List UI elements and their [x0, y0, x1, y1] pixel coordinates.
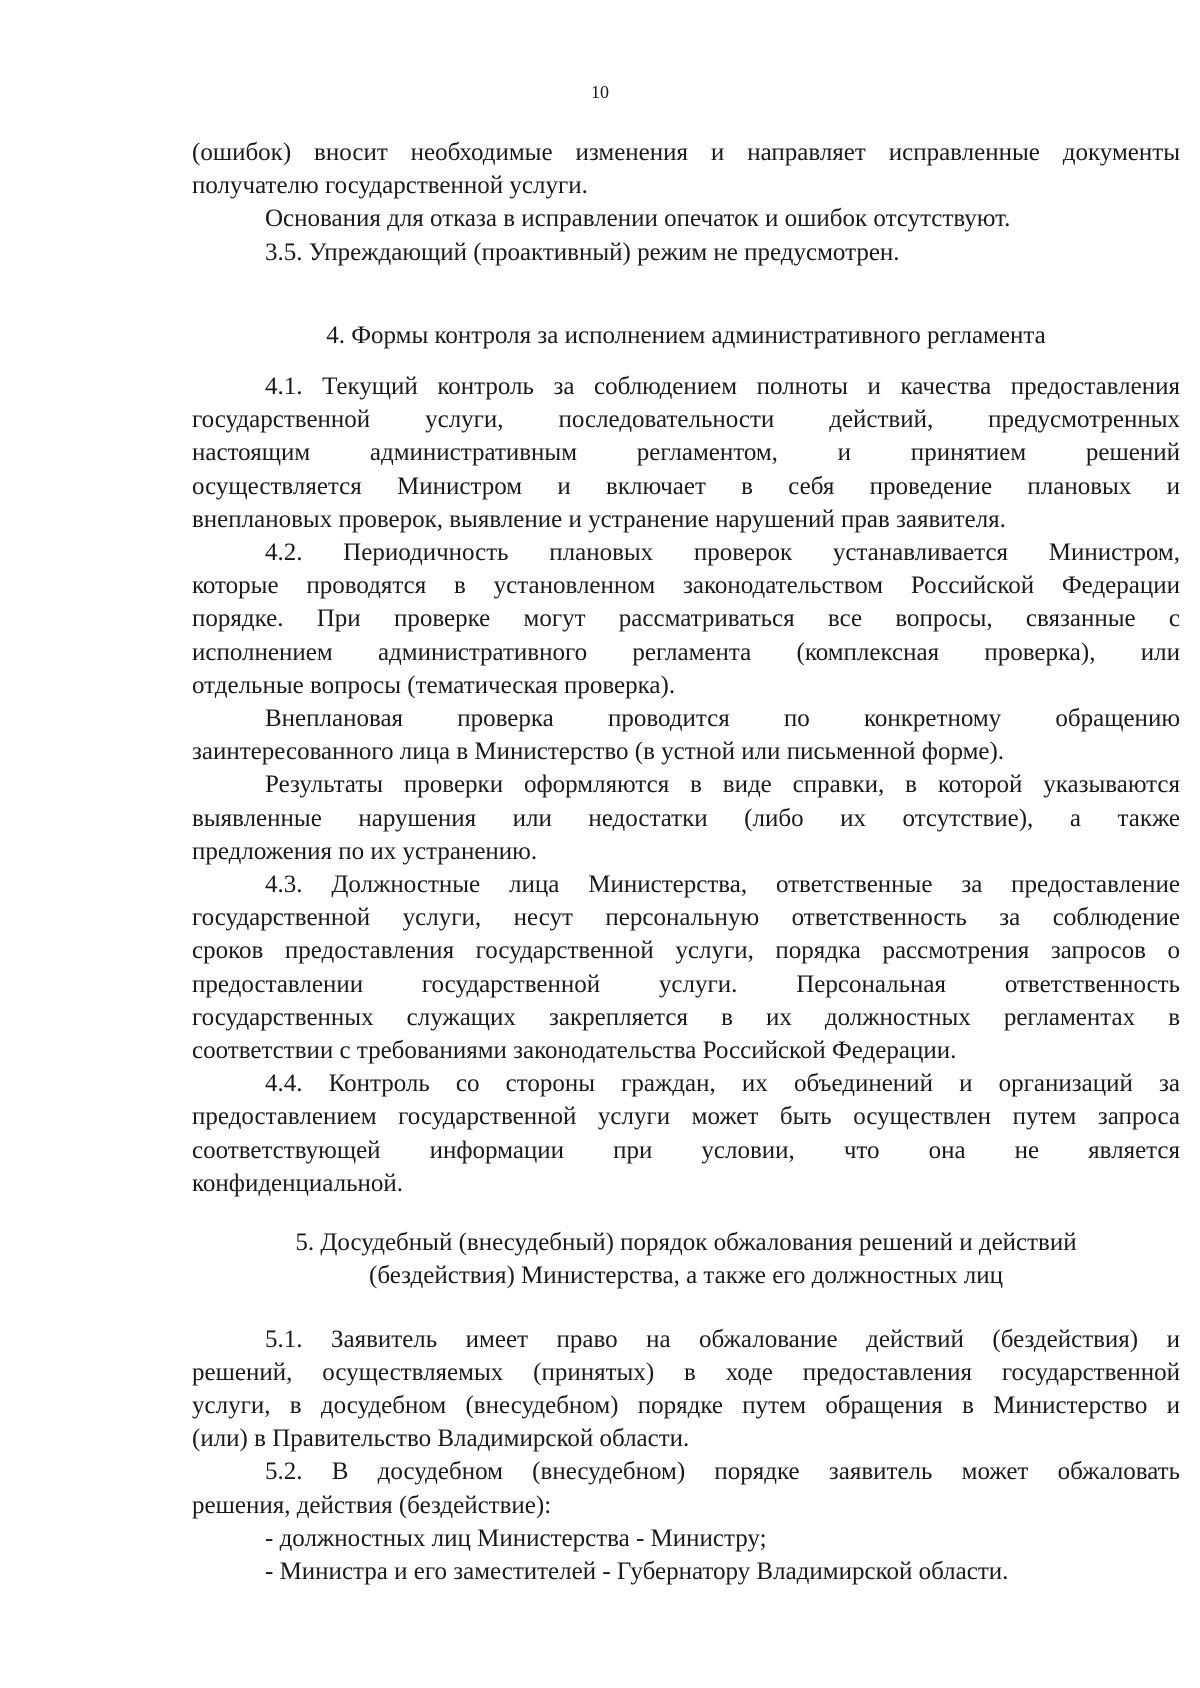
p-4-4-line-2: предоставлением государственной услуги может быть осуществлен путем запроса — [192, 1103, 1180, 1131]
p-4-3-line-3: сроков предоставления государственной услуги, порядка рассмотрения запросов о — [192, 937, 1180, 965]
p-4-4-line-3: соответствующей информации при условии, что она не является — [192, 1136, 1180, 1164]
line-top-2: получателю государственной услуги. — [192, 172, 588, 200]
p-unplanned-line-2: заинтересованного лица в Министерство (в устной или письменной форме). — [192, 738, 1005, 766]
p-4-2-line-1: 4.2. Периодичность плановых проверок устанавливается Министром, — [265, 539, 1180, 567]
paragraph-3-5: 3.5. Упреждающий (проактивный) режим не предусмотрен. — [265, 238, 900, 266]
p-4-1-line-1: 4.1. Текущий контроль за соблюдением полноты и качества предоставления — [265, 373, 1180, 401]
p-4-1-line-3: настоящим административным регламентом, и принятием решений — [192, 439, 1180, 467]
p-4-3-line-5: государственных служащих закрепляется в их должностных регламентах в — [192, 1003, 1180, 1031]
p-results-line-3: предложения по их устранению. — [192, 837, 538, 865]
p-4-2-line-3: порядке. При проверке могут рассматриваться все вопросы, связанные с — [192, 605, 1180, 633]
p-4-4-line-4: конфиденциальной. — [192, 1169, 403, 1197]
p-4-3-line-6: соответствии с требованиями законодательства Российской Федерации. — [192, 1037, 957, 1065]
line-top-1: (ошибок) вносит необходимые изменения и направляет исправленные документы — [192, 139, 1180, 166]
p-4-2-line-5: отдельные вопросы (тематическая проверка). — [192, 671, 676, 699]
p-5-1-line-4: (или) в Правительство Владимирской области. — [192, 1425, 690, 1453]
p-5-2-line-1: 5.2. В досудебном (внесудебном) порядке заявитель может обжаловать — [265, 1458, 1180, 1486]
p-5-1-line-3: услуги, в досудебном (внесудебном) порядке путем обращения в Министерство и — [192, 1391, 1180, 1419]
p-5-2-line-2: решения, действия (бездействие): — [192, 1491, 552, 1519]
p-5-1-line-1: 5.1. Заявитель имеет право на обжалование действий (бездействия) и — [265, 1325, 1180, 1353]
p-4-1-line-4: осуществляется Министром и включает в себя проведение плановых и — [192, 472, 1180, 500]
page-number: 10 — [591, 82, 609, 102]
p-4-2-line-4: исполнением административного регламента (комплексная проверка), или — [192, 638, 1180, 666]
p-4-1-line-5: внеплановых проверок, выявление и устранение нарушений прав заявителя. — [192, 505, 1006, 533]
p-4-1-line-2: государственной услуги, последовательности действий, предусмотренных — [192, 406, 1180, 434]
section-5-heading-line-1: 5. Досудебный (внесудебный) порядок обжалования решений и действий — [295, 1229, 1077, 1257]
p-results-line-1: Результаты проверки оформляются в виде справки, в которой указываются — [265, 771, 1180, 799]
document-body — [192, 136, 1180, 1588]
p-4-2-line-2: которые проводятся в установленном законодательством Российской Федерации — [192, 572, 1180, 600]
p-5-1-line-2: решений, осуществляемых (принятых) в ходе предоставления государственной — [192, 1358, 1180, 1386]
p-4-3-line-2: государственной услуги, несут персональную ответственность за соблюдение — [192, 904, 1180, 932]
p-4-3-line-4: предоставлении государственной услуги. Персональная ответственность — [192, 970, 1180, 998]
list-item-2: - Министра и его заместителей - Губернатору Владимирской области. — [265, 1557, 1009, 1585]
p-unplanned-line-1: Внеплановая проверка проводится по конкретному обращению — [265, 705, 1180, 733]
p-results-line-2: выявленные нарушения или недостатки (либо их отсутствие), а также — [192, 804, 1180, 832]
section-5-heading-line-2: (бездействия) Министерства, а также его должностных лиц — [369, 1262, 1003, 1290]
p-4-3-line-1: 4.3. Должностные лица Министерства, ответственные за предоставление — [265, 871, 1180, 899]
p-4-4-line-1: 4.4. Контроль со стороны граждан, их объединений и организаций за — [265, 1070, 1180, 1098]
section-4-heading: 4. Формы контроля за исполнением административного регламента — [326, 321, 1046, 349]
list-item-1: - должностных лиц Министерства - Министру; — [265, 1524, 767, 1552]
paragraph-no-refusal: Основания для отказа в исправлении опечаток и ошибок отсутствуют. — [265, 205, 1011, 233]
